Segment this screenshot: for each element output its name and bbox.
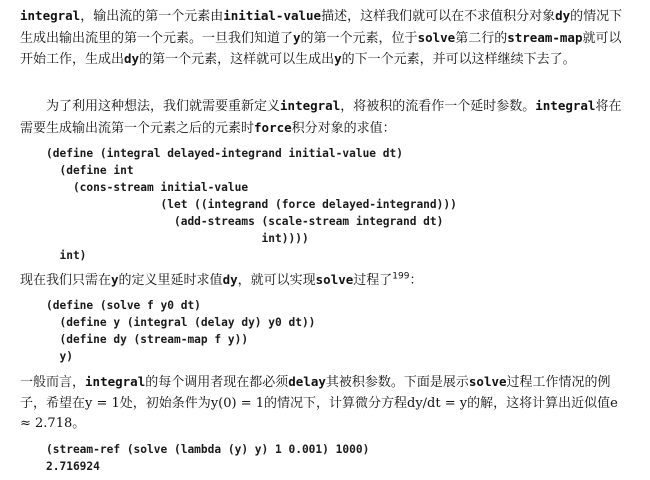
text-run: 的定义里延时求值 xyxy=(118,273,223,288)
kw-dy: dy xyxy=(555,8,571,23)
kw-solve: solve xyxy=(315,272,354,287)
kw-solve: solve xyxy=(468,374,507,389)
text-run: 的解，这将计算出近似值 xyxy=(467,395,611,411)
kw-initial-value: initial-value xyxy=(223,8,322,23)
code-block-example xyxy=(46,441,369,475)
text-run: ，输出流的第一个元素由 xyxy=(80,9,224,24)
text-run: 为了利用这种想法，我们就需要重新定义 xyxy=(46,99,281,114)
kw-y: y xyxy=(293,29,301,45)
text-run: 过程工作情况的例子，希望在 xyxy=(20,375,611,411)
code-line: (add-streams (scale-stream integrand dt) xyxy=(46,215,444,228)
text-run: 的第一个元素，这样就可以生成出 xyxy=(139,52,335,67)
text-run: 现在我们只需在 xyxy=(20,273,112,288)
code-line: (let ((integrand (force delayed-integrand))) xyxy=(46,198,457,211)
code-block-solve xyxy=(46,297,315,365)
text-run: 描述，这样我们就可以在不求值积分对象 xyxy=(321,9,556,24)
kw-solve: solve xyxy=(417,29,456,45)
kw-dy: dy xyxy=(222,272,238,287)
code-line: (define (integral delayed-integrand initial-value dt) xyxy=(46,147,403,160)
paragraph-integral-intro xyxy=(20,6,632,71)
kw-dy: dy xyxy=(124,51,140,66)
text-run: 积分对象的求值： xyxy=(291,120,396,136)
text-run: 的情况下生成出输出流里的第一个元素。一旦我们知道了 xyxy=(20,9,623,46)
text-run: 处，初始条件为 xyxy=(119,395,211,411)
code-line-result: 2.716924 xyxy=(46,460,100,473)
text-run: 一般而言， xyxy=(20,375,86,390)
code-line: (define (solve f y0 dt) xyxy=(46,299,201,312)
math-e-approx: e ≈ 2.718 xyxy=(20,395,618,431)
math-initial-condition: y(0) = 1 xyxy=(210,395,264,411)
code-line: (define int xyxy=(46,164,134,177)
code-block-integral xyxy=(46,145,457,264)
paragraph-solve-intro xyxy=(20,270,632,292)
kw-y: y xyxy=(111,272,119,287)
code-line: (define y (integral (delay dy) y0 dt)) xyxy=(46,316,316,329)
paragraph-solve-example xyxy=(20,372,632,435)
kw-stream-map: stream-map xyxy=(507,29,583,45)
code-line: (cons-stream initial-value xyxy=(46,181,249,194)
math-y-equals-1: y = 1 xyxy=(85,395,120,411)
math-differential-equation: dy/dt = y xyxy=(407,395,468,411)
text-run: 将在需要生成输出流第一个元素之后的元素时 xyxy=(20,99,622,136)
text-run: ，将被积的流看作一个延时参数。 xyxy=(340,99,536,114)
kw-force: force xyxy=(254,119,292,135)
code-line: int) xyxy=(46,249,87,262)
code-line-call: (stream-ref (solve (lambda (y) y) 1 0.001) 1000) xyxy=(46,443,370,456)
text-run: 第二行的 xyxy=(455,30,508,46)
code-line: int)))) xyxy=(46,232,309,245)
text-run: 的下一个元素，并可以这样继续下去了。 xyxy=(341,52,576,67)
paragraph-redefine-integral xyxy=(20,96,632,139)
text-run: 的每个调用者现在都必须 xyxy=(145,375,289,390)
kw-integral: integral xyxy=(535,98,596,113)
footnote-marker: 199 xyxy=(392,271,410,282)
kw-integral: integral xyxy=(280,98,341,113)
text-run: 过程了 xyxy=(353,273,393,288)
text-run: 的第一个元素，位于 xyxy=(300,30,418,46)
text-run: ： xyxy=(409,273,423,288)
kw-y: y xyxy=(334,51,342,66)
text-run: 的情况下，计算微分方程 xyxy=(264,395,408,411)
kw-integral: integral xyxy=(85,374,146,389)
kw-integral: integral xyxy=(20,8,81,23)
text-run: 。 xyxy=(72,416,86,431)
kw-delay: delay xyxy=(288,374,326,389)
code-line: y) xyxy=(46,350,73,363)
text-run: 就可以开始工作，生成出 xyxy=(20,30,622,67)
code-line: (define dy (stream-map f y)) xyxy=(46,333,249,346)
text-run: 其被积参数。下面是展示 xyxy=(325,375,469,390)
text-run: ，就可以实现 xyxy=(237,273,316,288)
